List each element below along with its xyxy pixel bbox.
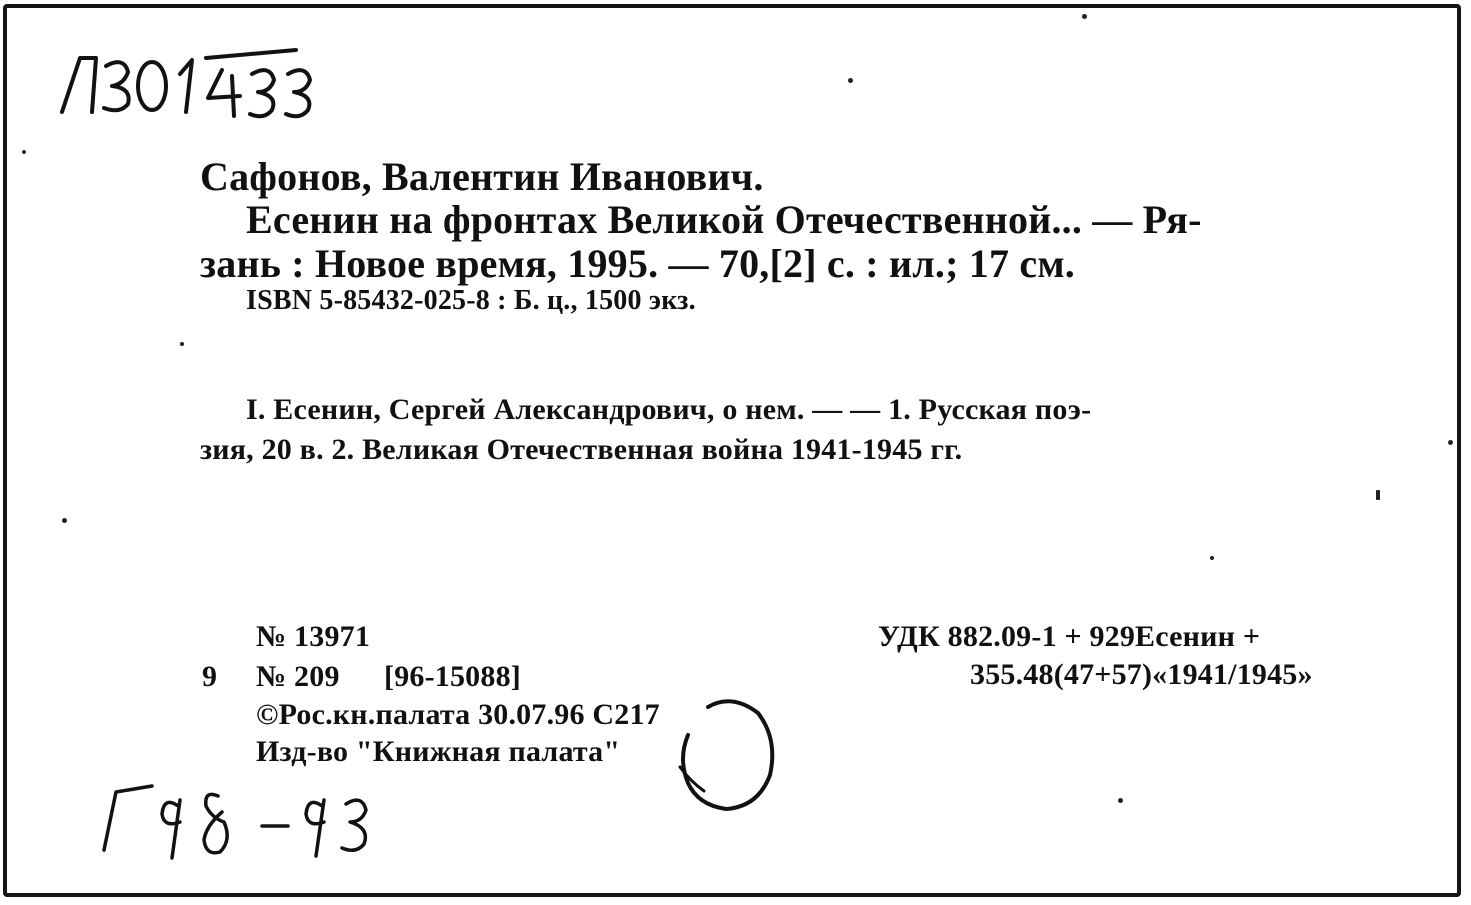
subjects-line-2: зия, 20 в. 2. Великая Отечественная война 1941-1945 гг. (200, 433, 963, 466)
record-number: № 13971 (256, 620, 371, 653)
publisher-line: Изд-во "Книжная палата" (256, 735, 621, 768)
udk-line-1: УДК 882.09-1 + 929Есенин + (878, 620, 1261, 653)
batch-number: [96-15088] (384, 660, 521, 693)
author-heading: Сафонов, Валентин Иванович. (200, 154, 764, 199)
prefix-digit: 9 (202, 660, 218, 693)
title-line-2: зань : Новое время, 1995. — 70,[2] с. : ил.; 17 см. (200, 241, 1076, 286)
scan-speck (180, 342, 184, 346)
scan-speck (1448, 440, 1453, 445)
scan-speck (848, 78, 853, 83)
scan-speck (1082, 14, 1087, 19)
udk-line-2: 355.48(47+57)«1941/1945» (970, 658, 1313, 691)
scan-speck (1118, 798, 1123, 803)
hand-drawn-circle-mark (670, 695, 790, 825)
title-line-1: Есенин на фронтах Великой Отечественной... — Ря- (246, 197, 1202, 242)
scan-speck (1210, 556, 1214, 560)
copyright-line: ©Рос.кн.палата 30.07.96 С217 (256, 698, 660, 731)
isbn-line: ISBN 5-85432-025-8 : Б. ц., 1500 экз. (246, 285, 696, 316)
scan-speck (62, 518, 67, 523)
scan-speck (1376, 490, 1380, 500)
subjects-line-1: I. Есенин, Сергей Александрович, о нем. — — 1. Русская поэ- (246, 393, 1092, 426)
scan-speck (22, 150, 26, 154)
order-number: № 209 (256, 660, 340, 693)
